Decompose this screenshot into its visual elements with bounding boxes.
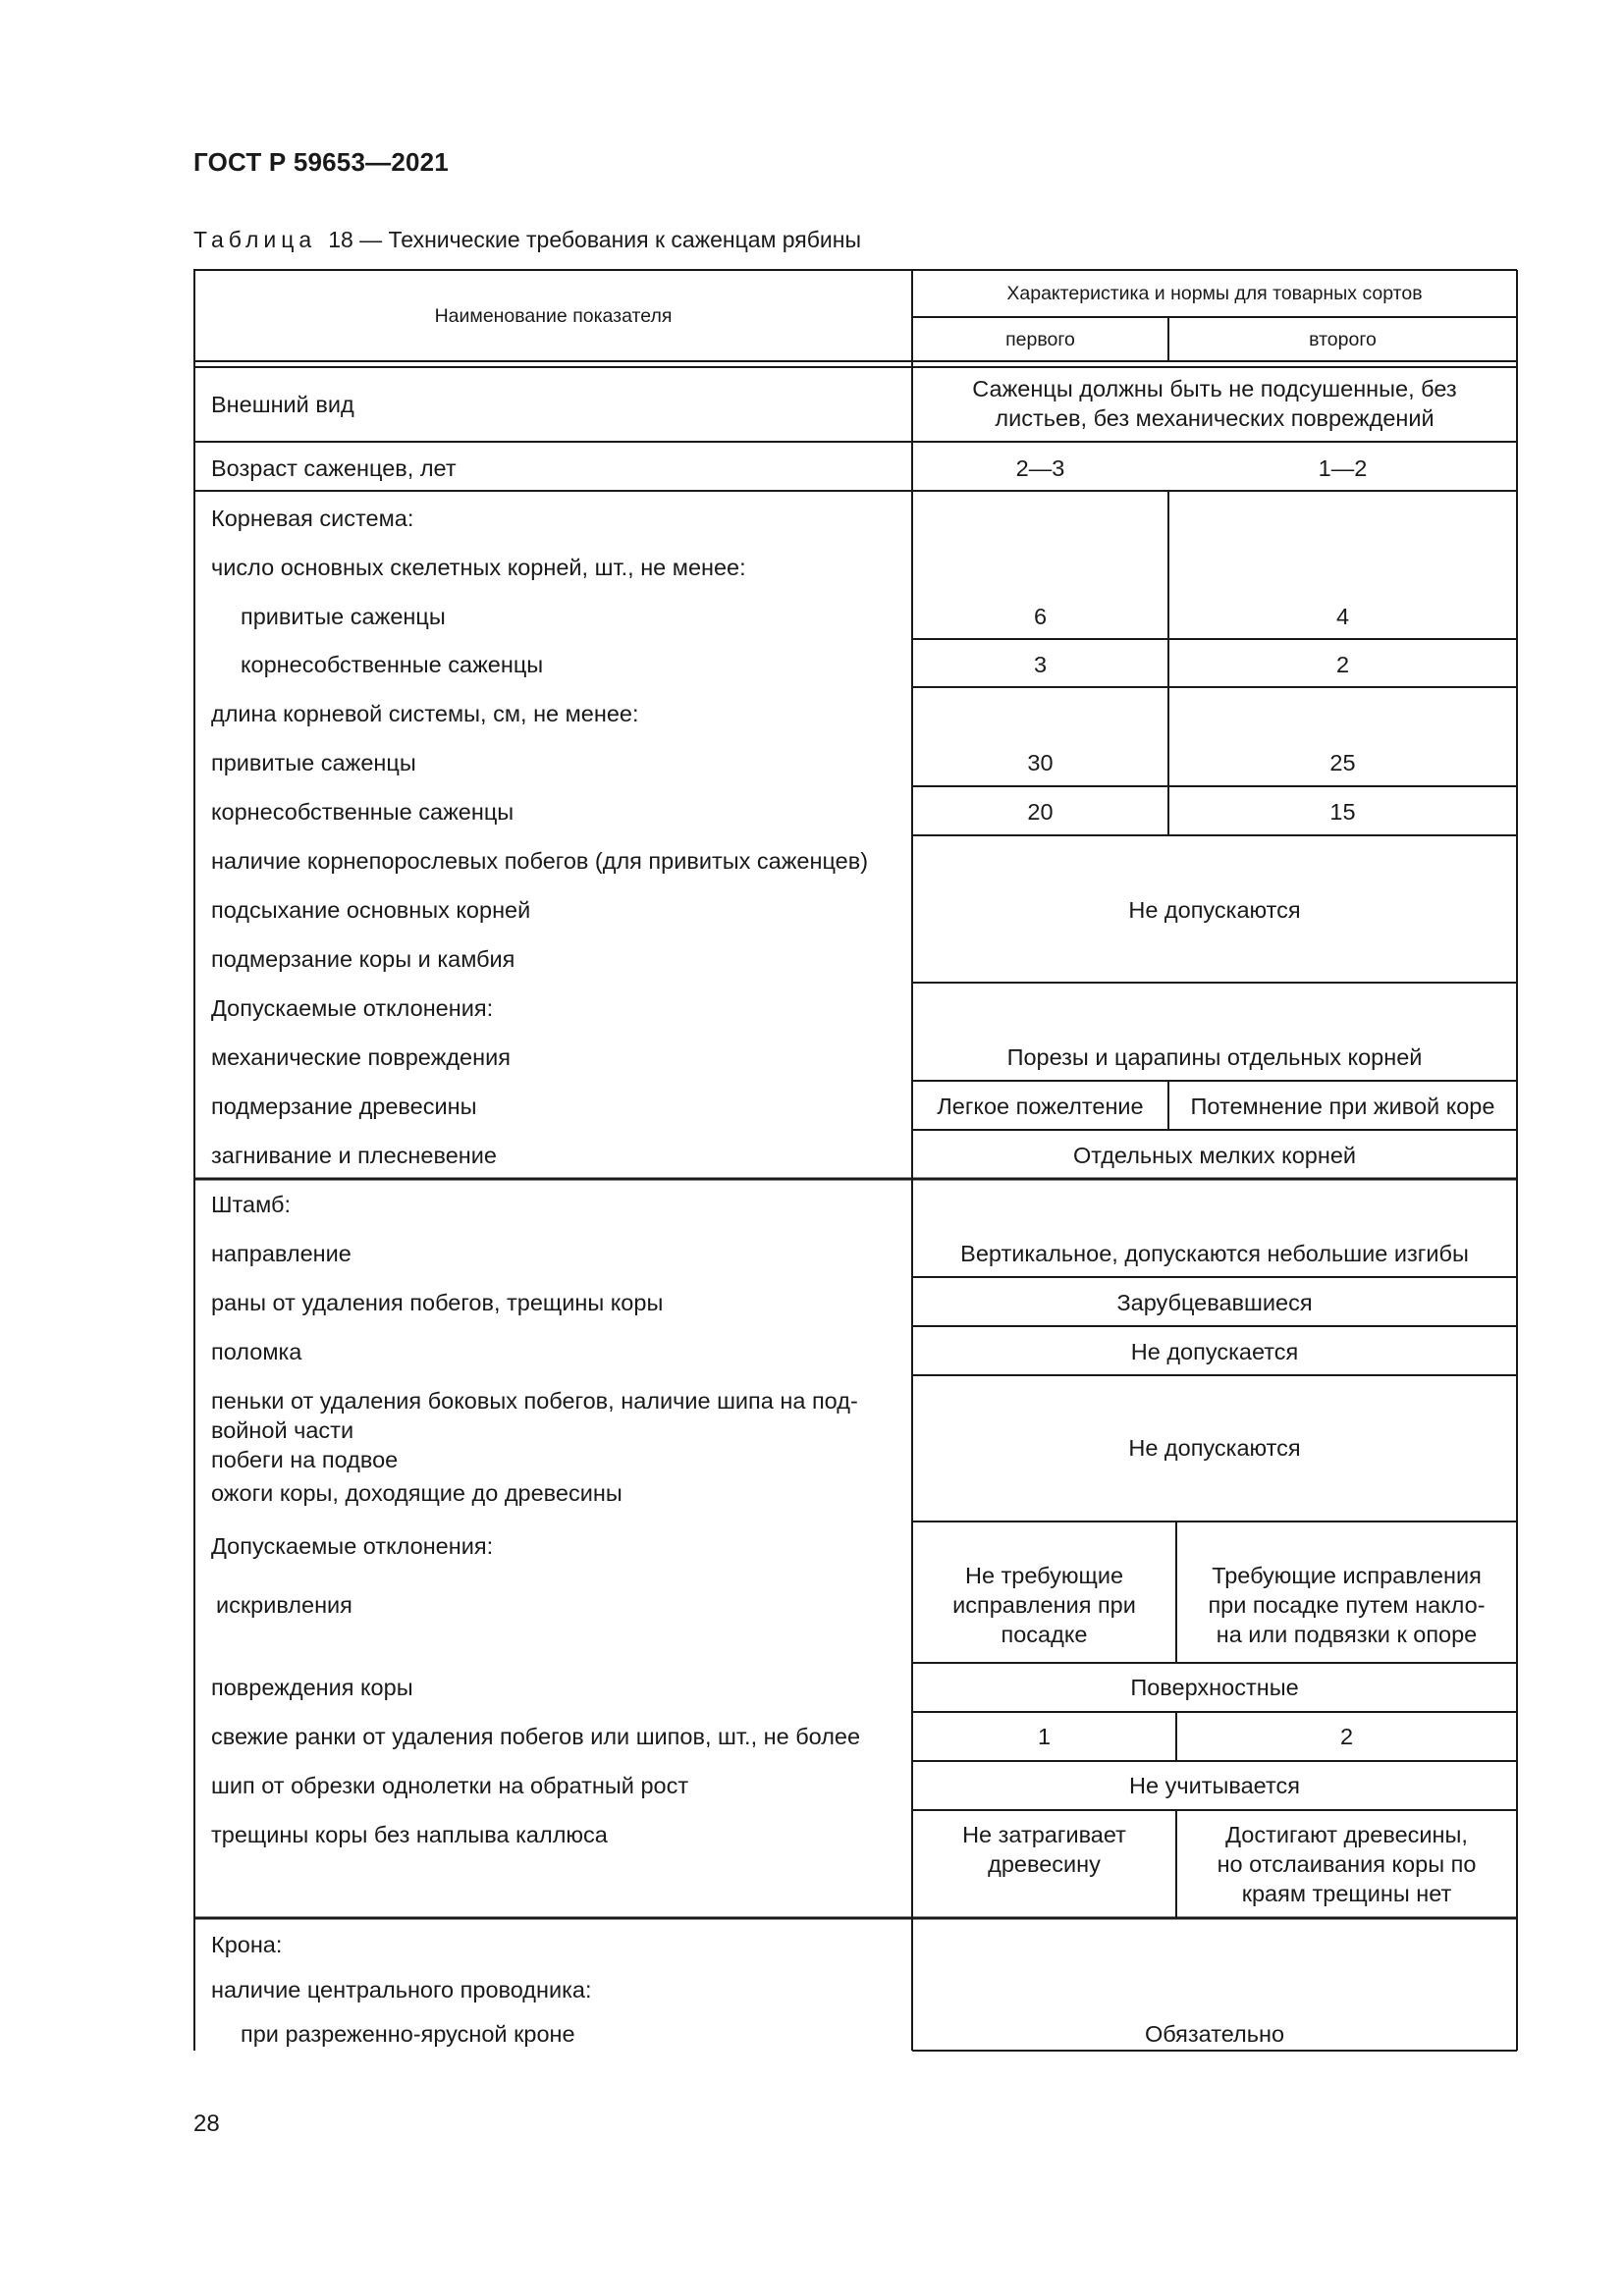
age-second: 1—2 [1318,455,1368,481]
header-first-grade: первого [1005,329,1075,350]
header-characteristics: Характеристика и нормы для товарных сортов [1006,283,1423,304]
stem-stumps-label: пеньки от удаления боковых побегов, наличие шипа на под- войной части [211,1388,858,1443]
roots-mech-label: механические повреждения [211,1044,511,1070]
document-standard-code: ГОСТ Р 59653—2021 [193,147,449,177]
roots-length-label: длина корневой системы, см, не менее: [211,701,639,726]
stem-spike-value: Не учитывается [1129,1773,1300,1798]
roots-mech-value: Порезы и царапины отдельных корней [1006,1044,1423,1070]
stem-burns-label: ожоги коры, доходящие до древесины [211,1480,623,1506]
roots-wood-frost-label: подмерзание древесины [211,1094,477,1119]
roots-rot-value: Отдельных мелких корней [1072,1143,1357,1168]
stem-break-value: Не допускается [1130,1339,1299,1364]
stem-wounds-label: раны от удаления побегов, трещины коры [211,1290,664,1315]
age-first: 2—3 [1015,455,1065,481]
stem-fresh-wounds-label: свежие ранки от удаления побегов или шипов, шт., не более [211,1724,861,1749]
roots-rot-label: загнивание и плесневение [211,1143,497,1168]
stem-deviations-label: Допускаемые отклонения: [211,1533,494,1559]
roots-grafted-length-label: привитые саженцы [211,750,416,775]
stem-direction-value: Вертикальное, допускаются небольшие изгибы [960,1241,1469,1266]
roots-grafted-label: привитые саженцы [241,604,446,629]
roots-shoots-label: наличие корнепорослевых побегов (для привитых саженцев) [211,848,869,874]
roots-own-second: 2 [1335,652,1350,677]
header-second-grade: второго [1309,329,1377,350]
roots-own-label: корнесобственные саженцы [241,652,544,677]
table-caption-label: Таблица [193,227,317,252]
stem-title: Штамб: [211,1192,291,1217]
stem-cracks-label: трещины коры без наплыва каллюса [211,1822,608,1847]
page-number: 28 [193,2110,220,2137]
stem-direction-label: направление [211,1241,352,1266]
roots-wood-frost-first: Легкое пожелтение [937,1094,1144,1119]
roots-grafted-second: 4 [1335,604,1350,629]
roots-own-length-first: 20 [1027,799,1054,825]
stem-rootstock-shoots-label: побеги на подвое [211,1447,399,1472]
table-caption-text: 18 — Технические требования к саженцам рябины [328,227,862,252]
crown-sparse-value: Обязательно [1144,2021,1285,2047]
roots-own-length-label: корнесобственные саженцы [211,799,514,825]
crown-title: Крона: [211,1932,283,1957]
age-label: Возраст саженцев, лет [211,455,457,481]
stem-fresh-wounds-first: 1 [1037,1724,1052,1749]
stem-curvature-second: Требующие исправления при посадке путем накло- на или подвязки к опоре [1208,1563,1486,1647]
roots-own-length-second: 15 [1329,799,1356,825]
stem-curvature-label: искривления [216,1592,352,1618]
roots-own-first: 3 [1033,652,1048,677]
roots-grafted-length-second: 25 [1329,750,1356,775]
roots-drying-label: подсыхание основных корней [211,897,531,923]
roots-grafted-length-first: 30 [1027,750,1054,775]
roots-not-allowed-value: Не допускаются [1128,897,1301,923]
stem-bark-damage-value: Поверхностные [1130,1675,1299,1700]
stem-fresh-wounds-second: 2 [1339,1724,1354,1749]
stem-cracks-first: Не затрагивает древесину [962,1822,1126,1877]
roots-frost-label: подмерзание коры и камбия [211,946,515,972]
crown-sparse-label: при разреженно-ярусной кроне [241,2021,575,2047]
roots-count-label: число основных скелетных корней, шт., не менее: [211,555,746,580]
roots-grafted-first: 6 [1033,604,1048,629]
stem-spike-label: шип от обрезки однолетки на обратный рост [211,1773,689,1798]
roots-deviations-label: Допускаемые отклонения: [211,995,494,1021]
header-indicator-name: Наименование показателя [434,305,673,327]
stem-cracks-second: Достигают древесины, но отслаивания коры по краям трещины нет [1217,1822,1477,1906]
stem-not-allowed-value: Не допускаются [1128,1435,1301,1461]
roots-title: Корневая система: [211,506,414,531]
stem-wounds-value: Зарубцевавшиеся [1116,1290,1313,1315]
crown-leader-label: наличие центрального проводника: [211,1977,592,2002]
roots-wood-frost-second: Потемнение при живой коре [1190,1094,1495,1119]
appearance-value: Саженцы должны быть не подсушенные, без листьев, без механических повреждений [972,376,1457,431]
appearance-label: Внешний вид [211,392,354,417]
stem-bark-damage-label: повреждения коры [211,1675,413,1700]
stem-curvature-first: Не требующие исправления при посадке [952,1563,1136,1647]
stem-break-label: поломка [211,1339,302,1364]
